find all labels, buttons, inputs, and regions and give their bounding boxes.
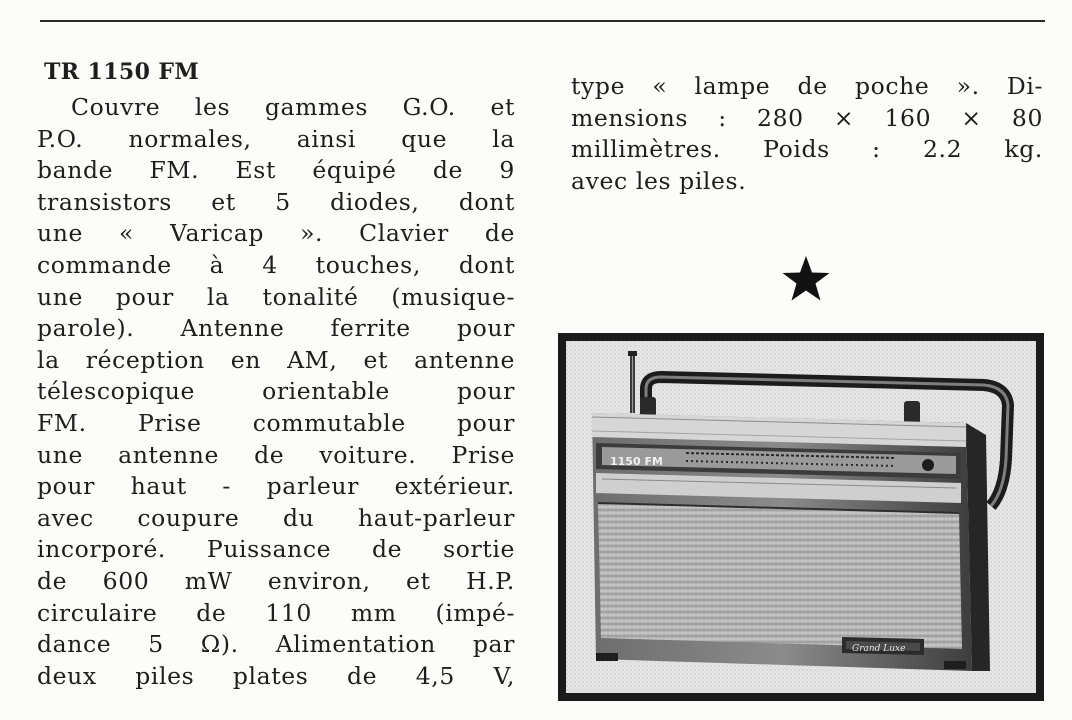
text-line: transistors et 5 diodes, dont bbox=[37, 187, 515, 216]
radio-body-illustration bbox=[592, 413, 990, 671]
top-rule bbox=[40, 20, 1045, 22]
right-column bbox=[571, 71, 1043, 197]
text-line: circulaire de 110 mm (impé- bbox=[37, 598, 515, 627]
radio-brand-badge: Grand Luxe bbox=[852, 644, 906, 654]
text-line: P.O. normales, ainsi que la bbox=[37, 124, 515, 153]
text-line: la réception en AM, et antenne bbox=[37, 345, 515, 374]
left-column bbox=[37, 57, 515, 692]
text-line: incorporé. Puissance de sortie bbox=[37, 535, 515, 564]
text-line: une « Varicap ». Clavier de bbox=[37, 219, 515, 248]
text-line: deux piles plates de 4,5 V, bbox=[37, 661, 515, 690]
text-line: parole). Antenne ferrite pour bbox=[37, 314, 515, 343]
text-line: bande FM. Est équipé de 9 bbox=[37, 156, 515, 185]
star-icon bbox=[781, 254, 831, 304]
text-line: millimètres. Poids : 2.2 kg. bbox=[571, 135, 1043, 164]
text-line: type « lampe de poche ». Di- bbox=[571, 72, 1043, 100]
text-line: pour haut - parleur extérieur. bbox=[37, 472, 515, 501]
text-line: une pour la tonalité (musique- bbox=[37, 282, 515, 311]
text-line: FM. Prise commutable pour bbox=[37, 408, 515, 437]
text-line: avec coupure du haut-parleur bbox=[37, 503, 515, 532]
text-line: mensions : 280 × 160 × 80 bbox=[571, 103, 1043, 132]
text-line: dance 5 Ω). Alimentation par bbox=[37, 630, 515, 659]
radio-model-label: 1150 FM bbox=[610, 455, 663, 468]
radio-photo bbox=[566, 341, 1036, 693]
text-line: avec les piles. bbox=[571, 166, 747, 195]
text-line: commande à 4 touches, dont bbox=[37, 250, 515, 279]
text-line: télescopique orientable pour bbox=[37, 377, 515, 406]
radio-photo-frame bbox=[558, 333, 1044, 701]
article-title: TR 1150 FM bbox=[44, 59, 200, 85]
text-line: de 600 mW environ, et H.P. bbox=[37, 566, 515, 595]
text-line: Couvre les gammes G.O. et bbox=[71, 93, 515, 121]
text-line: une antenne de voiture. Prise bbox=[37, 440, 515, 469]
